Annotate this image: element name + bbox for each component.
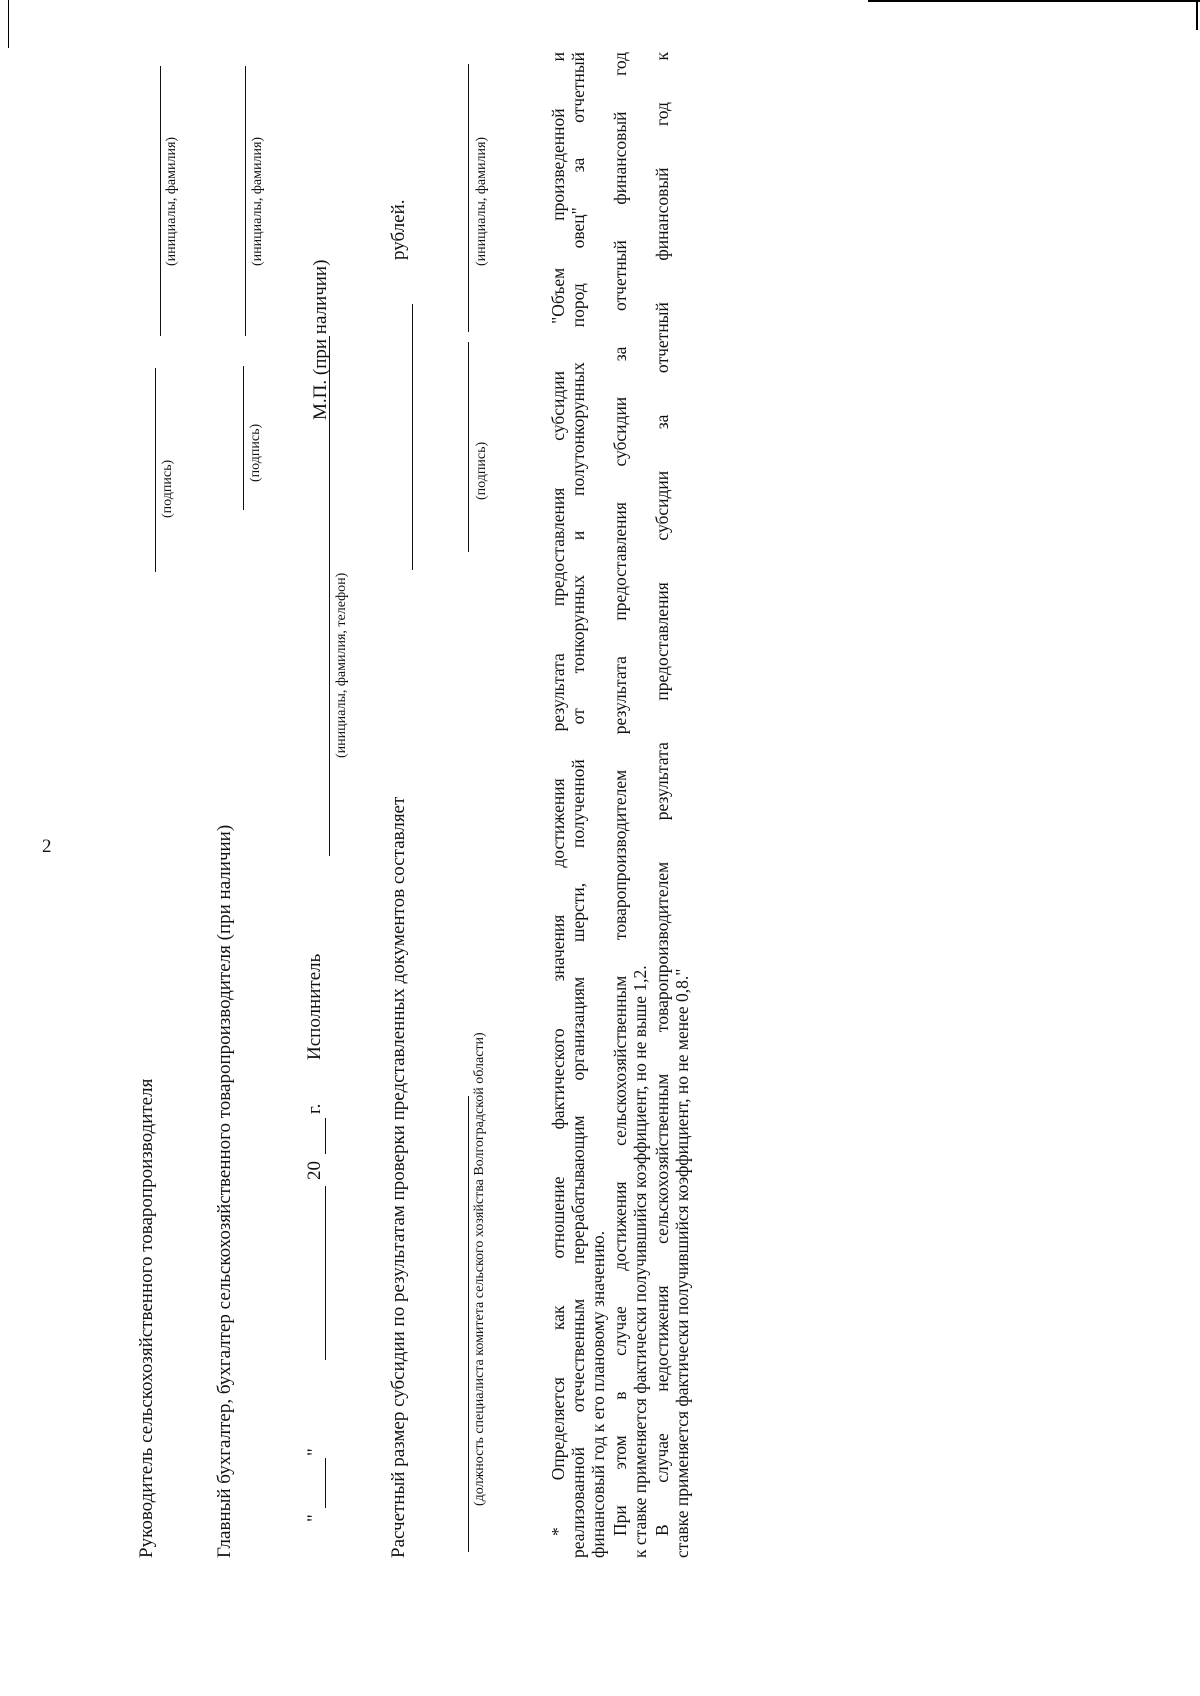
head-name-line	[160, 66, 161, 336]
executor-label: Исполнитель	[304, 953, 325, 1060]
head-sign-line	[155, 368, 156, 572]
specialist-name-line	[468, 64, 469, 332]
date-year-suffix: г.	[304, 1103, 325, 1114]
calc-amount-line	[412, 304, 413, 570]
date-quote-open: "	[304, 1514, 325, 1522]
footnote-1-line: * Определяется как отношение фактического значения достижения результата предоставления субсидии "Объем произведенной и	[548, 52, 568, 1536]
accountant-name-line	[245, 66, 246, 336]
head-sign-caption: (подпись)	[160, 459, 175, 518]
calc-unit: рублей.	[388, 199, 409, 260]
executor-caption: (инициалы, фамилия, телефон)	[334, 572, 349, 758]
specialist-name-caption: (инициалы, фамилия)	[474, 136, 489, 266]
footnote-2	[610, 52, 650, 1558]
specialist-caption: (должность специалиста комитета сельского хозяйства Волгоградской области)	[472, 1032, 487, 1506]
date-quote-close: "	[304, 1448, 325, 1456]
footnote-2-line: к ставке применяется фактически получившийся коэффициент, но не выше 1,2.	[630, 965, 650, 1558]
date-month-line	[325, 1186, 326, 1360]
specialist-sign-line	[468, 342, 469, 552]
footnote-1-line: финансовый год к его плановому значению.	[588, 1230, 608, 1558]
footnote-2-line: При этом в случае достижения сельскохозяйственным товаропроизводителем результата предоставления субсидии за отчетный финансовый год	[610, 52, 630, 1536]
page-number: 2	[42, 836, 52, 857]
footnote-3-line: ставке применяется фактически получившийся коэффициент, но не менее 0,8."	[672, 968, 692, 1558]
head-label: Руководитель сельскохозяйственного товаропроизводителя	[136, 1078, 157, 1558]
accountant-label: Главный бухгалтер, бухгалтер сельскохозяйственного товаропроизводителя (при наличии)	[214, 824, 235, 1558]
footnote-3	[652, 52, 692, 1558]
specialist-sign-caption: (подпись)	[474, 441, 489, 500]
stamp-placeholder: М.П. (при наличии)	[310, 259, 331, 420]
date-day-line	[325, 1458, 326, 1508]
specialist-position-line	[468, 1096, 469, 1552]
date-year-line	[325, 1118, 326, 1154]
footnote-3-line: В случае недостижения сельскохозяйственным товаропроизводителем результата предоставления субсидии за отчетный финансовый год к	[652, 52, 672, 1536]
accountant-sign-caption: (подпись)	[248, 423, 263, 482]
accountant-sign-line	[243, 366, 244, 510]
footnote-1	[548, 52, 608, 1558]
footnote-1-line: реализованной отечественным перерабатывающим организациям шерсти, полученной от тонкорунных и полутонкорунных пород овец" за отчетный	[568, 52, 588, 1558]
accountant-name-caption: (инициалы, фамилия)	[250, 136, 265, 266]
head-name-caption: (инициалы, фамилия)	[164, 136, 179, 266]
calc-label: Расчетный размер субсидии по результатам проверки представленных документов составляет	[388, 796, 409, 1558]
date-year-prefix: 20	[304, 1161, 325, 1180]
